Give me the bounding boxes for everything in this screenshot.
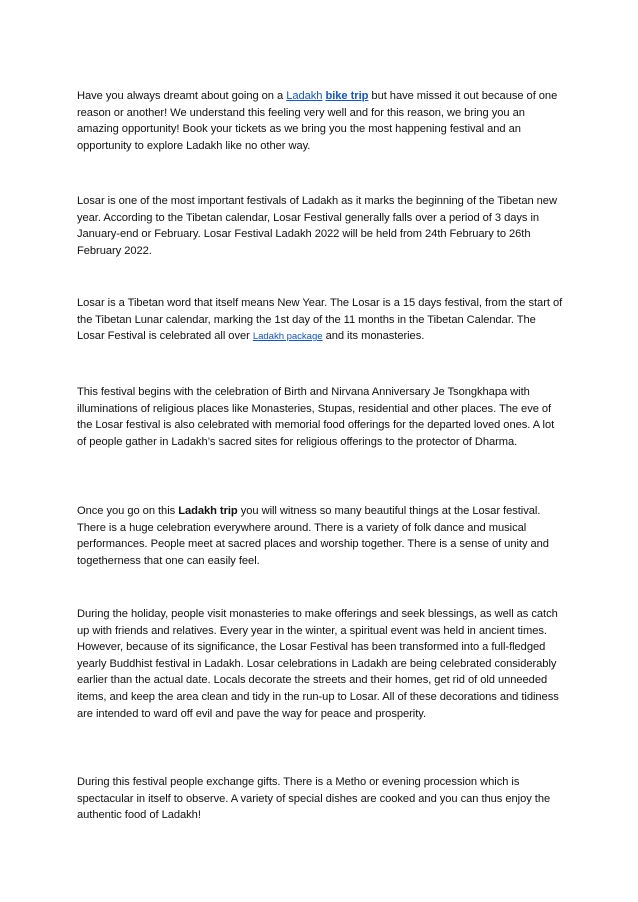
paragraph-text: During this festival people exchange gifts. There is a Metho or evening procession which is spectacular in itself to observe. A variety of special dishes are cooked and you can thus enjoy the authentic food of Ladakh! — [77, 776, 551, 822]
ladakh-link[interactable]: Ladakh — [286, 90, 323, 102]
paragraph-text: you will witness so many beautiful things at the Losar festival. There is a huge celebration everywhere around. There is a variety of folk dance and musical performances. People meet at sacred places and worship together. There is a sense of unity and togetherness that one can easily feel. — [77, 505, 549, 567]
ladakh-package-link[interactable]: Ladakh package — [252, 331, 323, 343]
paragraph-festival-begins — [77, 384, 565, 450]
paragraph-text: Once you go on this — [77, 505, 179, 517]
paragraph-losar-meaning — [77, 295, 565, 346]
paragraph-text: but have missed it out because of one reason or another! We understand this feeling very well and for this reason, we bring you an amazing opportunity! Book your tickets as we bring you the most happening festival and an opportunity to explore Ladakh like no other way. — [77, 90, 558, 152]
paragraph-text: Losar is a Tibetan word that itself means New Year. The Losar is a 15 days festival, from the start of the Tibetan Lunar calendar, marking the 1st day of the 11 months in the Tibetan Calendar. The Losar Festival is celebrated all over — [77, 297, 563, 343]
paragraph-text: Losar is one of the most important festivals of Ladakh as it marks the beginning of the Tibetan new year. According to the Tibetan calendar, Losar Festival generally falls over a period of 3 days in January-end or February. Losar Festival Ladakh 2022 will be held from 24th February to 26th February 2022. — [77, 195, 557, 257]
bike-trip-link[interactable]: bike trip — [325, 90, 369, 102]
paragraph-text: This festival begins with the celebration of Birth and Nirvana Anniversary Je Tsongkhapa with illuminations of religious places like Monasteries, Stupas, residential and other places. The eve of the Losar festival is also celebrated with memorial food offerings for the departed loved ones. A lot of people gather in Ladakh’s sacred sites for religious offerings to the protector of Dharma. — [77, 386, 555, 448]
paragraph-intro — [77, 88, 565, 154]
ladakh-trip-bold: Ladakh trip — [178, 505, 238, 517]
paragraph-text: Have you always dreamt about going on a — [77, 90, 287, 102]
paragraph-text: During the holiday, people visit monasteries to make offerings and seek blessings, as well as catch up with friends and relatives. Every year in the winter, a spiritual event was held in ancient times. However, because of its significance, the Losar Festival has been transformed into a full-fledged yearly Buddhist festival in Ladakh. Losar celebrations in Ladakh are being celebrated considerably earlier than the actual date. Locals decorate the streets and their homes, get rid of old unneeded items, and keep the area clean and tidy in the run-up to Losar. All of these decorations and tidiness are intended to ward off evil and pave the way for peace and prosperity. — [77, 608, 559, 720]
paragraph-ladakh-trip — [77, 503, 565, 569]
paragraph-losar-intro — [77, 193, 565, 259]
paragraph-gifts — [77, 774, 565, 824]
paragraph-text: and its monasteries. — [322, 330, 425, 343]
paragraph-holiday — [77, 606, 565, 722]
